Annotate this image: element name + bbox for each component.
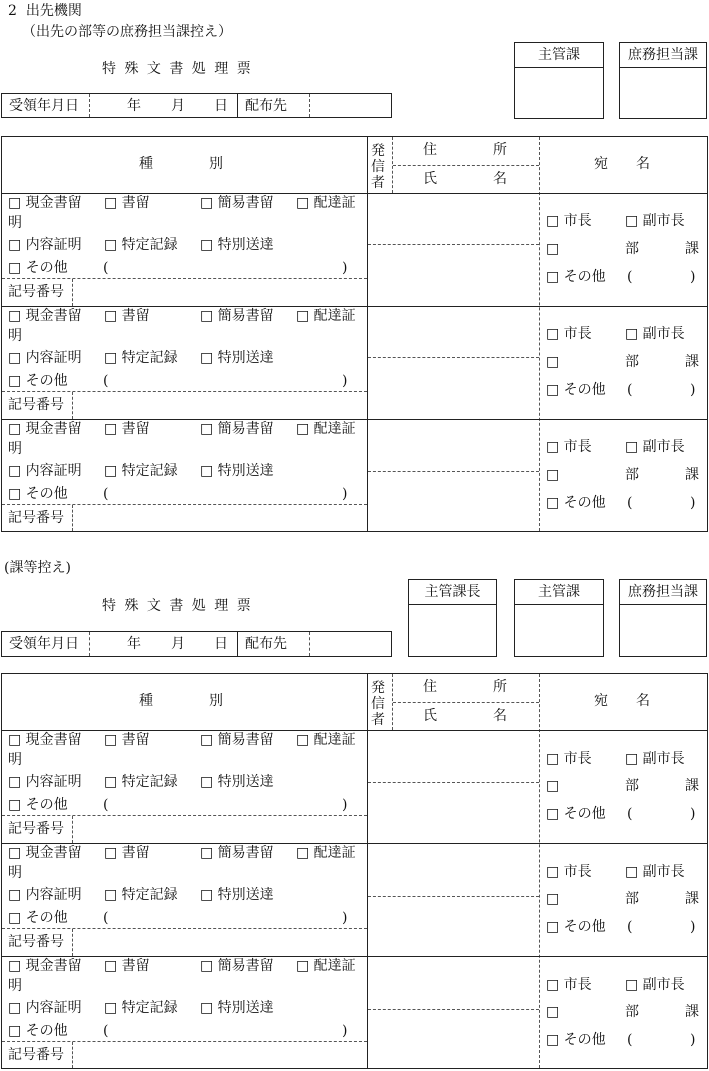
checkbox-simple-registered[interactable]: □ 簡易書留 xyxy=(200,308,274,324)
stamp-box-main-section-chief[interactable] xyxy=(408,579,497,657)
paren-close: ) xyxy=(342,910,348,926)
delivery-label: 配布先 xyxy=(245,98,287,114)
checkbox-registered[interactable]: □ 書留 xyxy=(104,732,150,748)
checkbox-registered[interactable]: □ 書留 xyxy=(104,958,150,974)
bu-label: 部 xyxy=(625,467,639,483)
checkbox-other[interactable]: □ その他 xyxy=(8,1023,68,1039)
address-header: 住 所 xyxy=(423,142,507,158)
paren-close: ) xyxy=(342,373,348,389)
checkbox-special-delivery[interactable]: □ 特別送達 xyxy=(200,237,274,253)
delivery-cert-suffix: 明 xyxy=(8,328,22,344)
type-header: 種 別 xyxy=(139,156,223,172)
checkbox-cash-registered[interactable]: □ 現金書留 xyxy=(8,195,82,211)
checkbox-mayor[interactable]: □ 市長 xyxy=(546,977,592,993)
stamp-box-general-affairs[interactable] xyxy=(619,579,707,657)
paren-open: ( xyxy=(627,919,633,935)
checkbox-mayor[interactable]: □ 市長 xyxy=(546,751,592,767)
ka-label: 課 xyxy=(685,354,699,370)
checkbox-department[interactable]: □ xyxy=(546,891,560,907)
delivery-cert-suffix: 明 xyxy=(8,752,22,768)
checkbox-department[interactable]: □ xyxy=(546,241,560,257)
checkbox-mayor[interactable]: □ 市長 xyxy=(546,326,592,342)
code-number-label: 記号番号 xyxy=(8,821,64,837)
checkbox-delivery-cert[interactable]: □ 配達証 xyxy=(296,195,356,211)
recipient-header: 宛 名 xyxy=(594,693,650,709)
checkbox-recipient-other[interactable]: □ その他 xyxy=(546,806,606,822)
checkbox-simple-registered[interactable]: □ 簡易書留 xyxy=(200,195,274,211)
checkbox-special-delivery[interactable]: □ 特別送達 xyxy=(200,350,274,366)
paren-open: ( xyxy=(627,1032,633,1048)
checkbox-department[interactable]: □ xyxy=(546,1004,560,1020)
stamp-label: 主管課長 xyxy=(409,580,496,605)
checkbox-recipient-other[interactable]: □ その他 xyxy=(546,1032,606,1048)
checkbox-vice-mayor[interactable]: □ 副市長 xyxy=(625,751,685,767)
delivery-label: 配布先 xyxy=(245,636,287,652)
stamp-label: 庶務担当課 xyxy=(620,43,706,68)
ka-label: 課 xyxy=(685,778,699,794)
bu-label: 部 xyxy=(625,891,639,907)
section2-subtitle: (課等控え) xyxy=(4,560,71,576)
sender-header: 発信者 xyxy=(371,680,385,728)
checkbox-simple-registered[interactable]: □ 簡易書留 xyxy=(200,958,274,974)
bu-label: 部 xyxy=(625,778,639,794)
checkbox-recipient-other[interactable]: □ その他 xyxy=(546,269,606,285)
paren-open: ( xyxy=(627,806,633,822)
checkbox-delivery-cert[interactable]: □ 配達証 xyxy=(296,308,356,324)
year-label: 年 xyxy=(127,98,141,114)
checkbox-content-cert[interactable]: □ 内容証明 xyxy=(8,463,82,479)
checkbox-delivery-cert[interactable]: □ 配達証 xyxy=(296,845,356,861)
form-title: 特 殊 文 書 処 理 票 xyxy=(102,61,253,77)
checkbox-recipient-other[interactable]: □ その他 xyxy=(546,919,606,935)
name-header: 氏 名 xyxy=(423,171,507,187)
paren-close: ) xyxy=(342,260,348,276)
checkbox-simple-registered[interactable]: □ 簡易書留 xyxy=(200,732,274,748)
checkbox-delivery-cert[interactable]: □ 配達証 xyxy=(296,421,356,437)
section-title: 出先機関 xyxy=(25,3,82,19)
address-header: 住 所 xyxy=(423,679,507,695)
day-label: 日 xyxy=(214,636,228,652)
checkbox-cash-registered[interactable]: □ 現金書留 xyxy=(8,421,82,437)
paren-close: ) xyxy=(690,382,696,398)
paren-close: ) xyxy=(690,1032,696,1048)
name-header: 氏 名 xyxy=(423,708,507,724)
recipient-header: 宛 名 xyxy=(594,156,650,172)
bu-label: 部 xyxy=(625,241,639,257)
type-header: 種 別 xyxy=(139,693,223,709)
checkbox-cash-registered[interactable]: □ 現金書留 xyxy=(8,958,82,974)
checkbox-specified-record[interactable]: □ 特定記録 xyxy=(104,463,178,479)
checkbox-department[interactable]: □ xyxy=(546,778,560,794)
checkbox-content-cert[interactable]: □ 内容証明 xyxy=(8,1000,82,1016)
ka-label: 課 xyxy=(685,241,699,257)
checkbox-specified-record[interactable]: □ 特定記録 xyxy=(104,774,178,790)
checkbox-content-cert[interactable]: □ 内容証明 xyxy=(8,774,82,790)
paren-close: ) xyxy=(690,919,696,935)
paren-open: ( xyxy=(103,260,109,276)
stamp-label: 主管課 xyxy=(515,580,603,605)
checkbox-specified-record[interactable]: □ 特定記録 xyxy=(104,350,178,366)
checkbox-specified-record[interactable]: □ 特定記録 xyxy=(104,237,178,253)
checkbox-special-delivery[interactable]: □ 特別送達 xyxy=(200,1000,274,1016)
checkbox-special-delivery[interactable]: □ 特別送達 xyxy=(200,463,274,479)
checkbox-vice-mayor[interactable]: □ 副市長 xyxy=(625,326,685,342)
checkbox-vice-mayor[interactable]: □ 副市長 xyxy=(625,977,685,993)
paren-open: ( xyxy=(103,1023,109,1039)
stamp-label: 庶務担当課 xyxy=(620,580,706,605)
paren-open: ( xyxy=(627,495,633,511)
paren-close: ) xyxy=(342,486,348,502)
code-number-label: 記号番号 xyxy=(8,284,64,300)
delivery-cert-suffix: 明 xyxy=(8,215,22,231)
checkbox-other[interactable]: □ その他 xyxy=(8,373,68,389)
paren-close: ) xyxy=(690,269,696,285)
year-label: 年 xyxy=(127,636,141,652)
checkbox-specified-record[interactable]: □ 特定記録 xyxy=(104,1000,178,1016)
paren-open: ( xyxy=(103,486,109,502)
code-number-label: 記号番号 xyxy=(8,510,64,526)
stamp-box-main-section[interactable] xyxy=(514,42,604,119)
section-number: 2 xyxy=(8,3,17,19)
checkbox-other[interactable]: □ その他 xyxy=(8,797,68,813)
ka-label: 課 xyxy=(685,467,699,483)
stamp-box-main-section[interactable] xyxy=(514,579,604,657)
checkbox-mayor[interactable]: □ 市長 xyxy=(546,864,592,880)
checkbox-recipient-other[interactable]: □ その他 xyxy=(546,382,606,398)
month-label: 月 xyxy=(171,98,185,114)
checkbox-recipient-other[interactable]: □ その他 xyxy=(546,495,606,511)
paren-open: ( xyxy=(103,910,109,926)
bu-label: 部 xyxy=(625,1004,639,1020)
section1-subtitle: （出先の部等の庶務担当課控え） xyxy=(22,24,232,40)
checkbox-simple-registered[interactable]: □ 簡易書留 xyxy=(200,845,274,861)
ka-label: 課 xyxy=(685,891,699,907)
checkbox-cash-registered[interactable]: □ 現金書留 xyxy=(8,308,82,324)
paren-close: ) xyxy=(342,797,348,813)
checkbox-vice-mayor[interactable]: □ 副市長 xyxy=(625,439,685,455)
stamp-label: 主管課 xyxy=(515,43,603,68)
checkbox-special-delivery[interactable]: □ 特別送達 xyxy=(200,887,274,903)
checkbox-cash-registered[interactable]: □ 現金書留 xyxy=(8,732,82,748)
checkbox-delivery-cert[interactable]: □ 配達証 xyxy=(296,732,356,748)
delivery-cert-suffix: 明 xyxy=(8,978,22,994)
section-heading xyxy=(8,4,82,18)
code-number-label: 記号番号 xyxy=(8,1047,64,1063)
form-title: 特 殊 文 書 処 理 票 xyxy=(102,598,253,614)
checkbox-content-cert[interactable]: □ 内容証明 xyxy=(8,237,82,253)
checkbox-delivery-cert[interactable]: □ 配達証 xyxy=(296,958,356,974)
checkbox-simple-registered[interactable]: □ 簡易書留 xyxy=(200,421,274,437)
checkbox-vice-mayor[interactable]: □ 副市長 xyxy=(625,864,685,880)
paren-open: ( xyxy=(627,269,633,285)
paren-open: ( xyxy=(627,382,633,398)
checkbox-specified-record[interactable]: □ 特定記録 xyxy=(104,887,178,903)
checkbox-other[interactable]: □ その他 xyxy=(8,486,68,502)
paren-close: ) xyxy=(342,1023,348,1039)
checkbox-special-delivery[interactable]: □ 特別送達 xyxy=(200,774,274,790)
checkbox-registered[interactable]: □ 書留 xyxy=(104,421,150,437)
bu-label: 部 xyxy=(625,354,639,370)
receipt-date-label: 受領年月日 xyxy=(9,98,79,114)
checkbox-registered[interactable]: □ 書留 xyxy=(104,845,150,861)
checkbox-registered[interactable]: □ 書留 xyxy=(104,308,150,324)
checkbox-vice-mayor[interactable]: □ 副市長 xyxy=(625,213,685,229)
paren-open: ( xyxy=(103,373,109,389)
code-number-label: 記号番号 xyxy=(8,397,64,413)
checkbox-mayor[interactable]: □ 市長 xyxy=(546,439,592,455)
checkbox-content-cert[interactable]: □ 内容証明 xyxy=(8,350,82,366)
day-label: 日 xyxy=(214,98,228,114)
checkbox-cash-registered[interactable]: □ 現金書留 xyxy=(8,845,82,861)
checkbox-other[interactable]: □ その他 xyxy=(8,260,68,276)
paren-open: ( xyxy=(103,797,109,813)
ka-label: 課 xyxy=(685,1004,699,1020)
receipt-date-label: 受領年月日 xyxy=(9,636,79,652)
code-number-label: 記号番号 xyxy=(8,934,64,950)
paren-close: ) xyxy=(690,495,696,511)
checkbox-other[interactable]: □ その他 xyxy=(8,910,68,926)
delivery-cert-suffix: 明 xyxy=(8,441,22,457)
checkbox-department[interactable]: □ xyxy=(546,467,560,483)
month-label: 月 xyxy=(171,636,185,652)
checkbox-content-cert[interactable]: □ 内容証明 xyxy=(8,887,82,903)
checkbox-mayor[interactable]: □ 市長 xyxy=(546,213,592,229)
stamp-box-general-affairs[interactable] xyxy=(619,42,707,119)
checkbox-department[interactable]: □ xyxy=(546,354,560,370)
sender-header: 発信者 xyxy=(371,143,385,191)
delivery-cert-suffix: 明 xyxy=(8,865,22,881)
paren-close: ) xyxy=(690,806,696,822)
checkbox-registered[interactable]: □ 書留 xyxy=(104,195,150,211)
